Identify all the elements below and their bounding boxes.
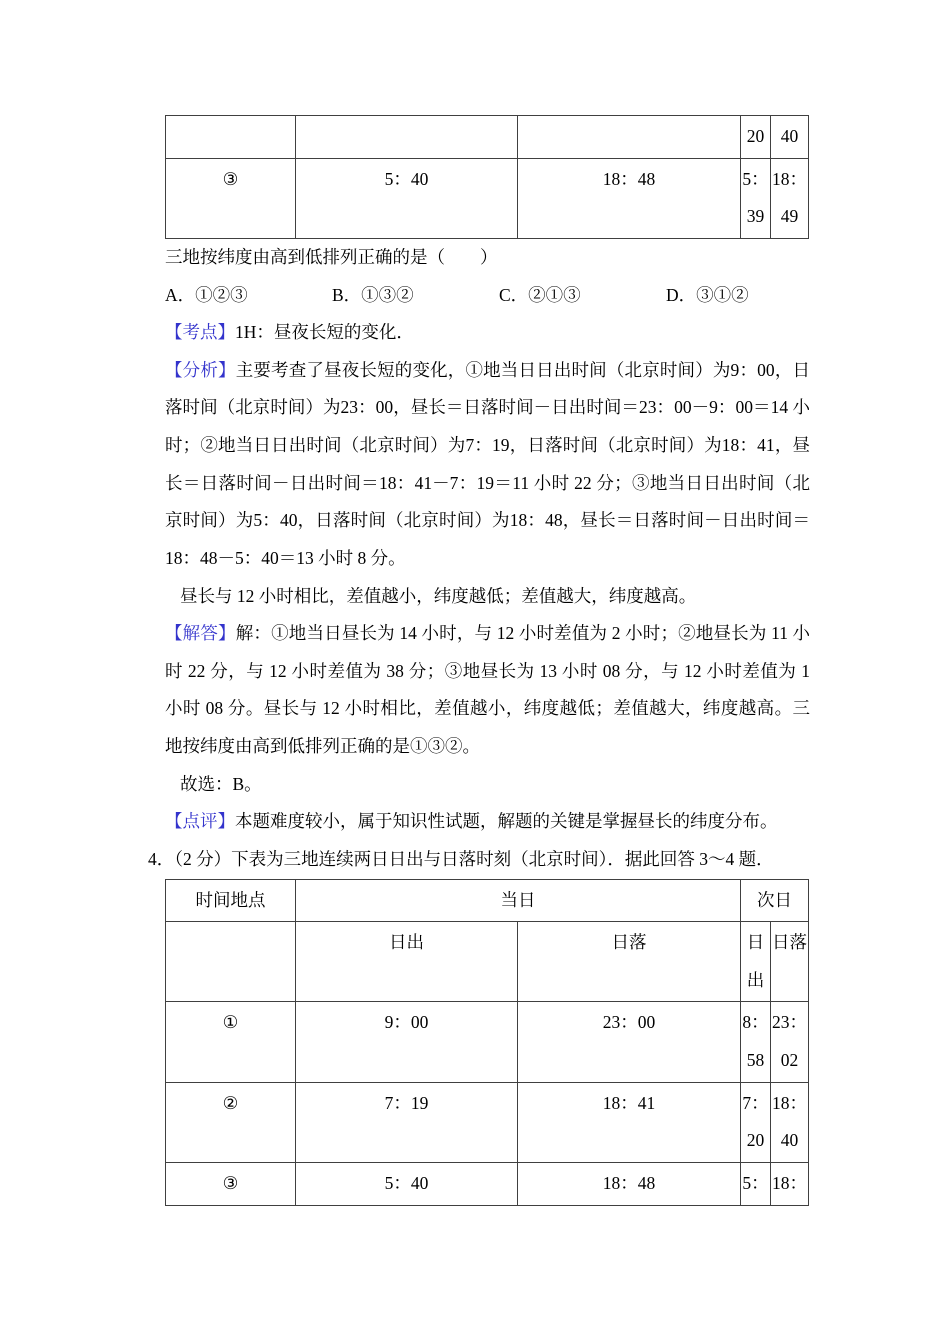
fenxi-text: 主要考查了昼夜长短的变化，①地当日日出时间（北京时间）为9：00，日落时间（北京时间）为23：00，昼长＝日落时间－日出时间＝23：00－9：00＝14 小时；②地当日日出时间（北京时间）为7：19，日落时间（北京时间）为18：41，昼长＝日落时间－日出时间＝18：41－7：19＝11 小时 22 分；③地当日日出时间（北京时间）为5：40，日落时间（北京时间）为18：48，昼长＝日落时间－日出时间＝18：48－5：40＝13 小时 8 分。: [165, 359, 811, 568]
next-sunset-cell: [771, 1082, 809, 1162]
cell-text: 当日: [500, 889, 536, 910]
jieda-paragraph: [165, 615, 810, 766]
table-row: [166, 1162, 809, 1205]
next-sunrise-cell: [741, 116, 771, 159]
place-cell: [166, 1162, 296, 1205]
header-place: [166, 879, 296, 922]
cell-text: 39: [746, 206, 765, 227]
sunset-cell: [518, 1002, 741, 1082]
option-c: C．②①③: [499, 284, 581, 305]
cell-text: 时间地点: [195, 889, 266, 910]
cell-text: ③: [222, 1172, 239, 1193]
sunrise-cell: [296, 1002, 518, 1082]
cell-text: 18：: [772, 1092, 807, 1113]
cell-text: 40: [780, 1130, 799, 1151]
header-nextday: [741, 879, 809, 922]
fenxi-paragraph: [165, 352, 810, 578]
cell-text: 5：: [742, 168, 769, 189]
kaodian-paragraph: [165, 314, 810, 352]
cell-text: 18：: [772, 1172, 807, 1193]
dianping-paragraph: [165, 803, 810, 841]
empty-cell: [518, 116, 741, 159]
sunrise-cell: [296, 158, 518, 238]
note-text: 昼长与 12 小时相比，差值越小，纬度越低；差值越大，纬度越高。: [180, 585, 697, 606]
answer-line: [165, 766, 810, 804]
header-next-sunset: [771, 922, 809, 1002]
empty-cell: [296, 116, 518, 159]
header-sunset: [518, 922, 741, 1002]
jieda-label: 【解答】: [165, 623, 236, 644]
place-cell: [166, 158, 296, 238]
cell-text: 5：: [742, 1172, 769, 1193]
sunset-cell: [518, 158, 741, 238]
cell-text: 8：: [742, 1012, 769, 1033]
next-sunset-cell: [771, 1002, 809, 1082]
place-cell: [166, 1082, 296, 1162]
cell-text: 18：41: [602, 1092, 656, 1113]
cell-text: 5：40: [384, 1172, 429, 1193]
next-sunrise-cell: [741, 1002, 771, 1082]
sunrise-cell: [296, 1082, 518, 1162]
page-content: [148, 115, 811, 1206]
cell-text: 40: [780, 126, 799, 146]
options-row: [165, 277, 810, 315]
kaodian-text: 1H：昼夜长短的变化．: [235, 322, 414, 343]
next-sunset-cell: [771, 116, 809, 159]
next-sunrise-cell: [741, 158, 771, 238]
next-sunrise-cell: [741, 1162, 771, 1205]
cell-text: 日出: [389, 932, 424, 953]
cell-text: 23：: [772, 1012, 807, 1033]
place-cell: [166, 1002, 296, 1082]
table-row: [166, 1002, 809, 1082]
table-row: [166, 1082, 809, 1162]
jieda-text: 解：①地当日昼长为 14 小时，与 12 小时差值为 2 小时；②地昼长为 11 小时 22 分，与 12 小时差值为 38 分；③地昼长为 13 小时 08 分，与 12 小时差值为 1 小时 08 分。昼长与 12 小时相比，差值越小，纬度越低；差值越大，纬度越高。三地按纬度由高到低排列正确的是①③②。: [165, 623, 810, 756]
empty-cell: [166, 116, 296, 159]
cell-text: 02: [780, 1050, 799, 1070]
option-d: D．③①②: [666, 284, 749, 305]
header-sunrise: [296, 922, 518, 1002]
cell-text: 7：19: [384, 1092, 429, 1113]
sunset-cell: [518, 1162, 741, 1205]
header-next-sunrise: [741, 922, 771, 1002]
cell-text: ③: [222, 168, 239, 189]
cell-text: 5：40: [384, 168, 429, 189]
cell-text: 18：48: [602, 168, 656, 189]
cell-text: 日落: [772, 932, 807, 953]
option-a: A．①②③: [165, 284, 248, 305]
cell-text: 18：48: [602, 1172, 656, 1193]
cell-text: ②: [222, 1092, 239, 1113]
table-subheader-row: [166, 922, 809, 1002]
fenxi-label: 【分析】: [165, 359, 236, 380]
cell-text: 20: [746, 1130, 765, 1151]
question4-intro-text: 4．（2 分）下表为三地连续两日日出与日落时刻（北京时间）．据此回答 3～4 题．: [148, 848, 774, 869]
sunrise-cell: [296, 1162, 518, 1205]
cell-text: 日: [746, 932, 765, 953]
table-row: [166, 116, 809, 159]
sunset-cell: [518, 1082, 741, 1162]
header-today: [296, 879, 741, 922]
next-sunset-cell: [771, 1162, 809, 1205]
sunrise-sunset-table: [165, 879, 809, 1206]
dianping-text: 本题难度较小，属于知识性试题，解题的关键是掌握昼长的纬度分布。: [235, 811, 778, 832]
note-paragraph: [165, 578, 810, 616]
cell-text: 9：00: [384, 1012, 429, 1033]
next-sunset-cell: [771, 158, 809, 238]
cell-text: 次日: [757, 889, 792, 910]
question-stem: [165, 239, 810, 277]
question-stem-text: 三地按纬度由高到低排列正确的是（ ）: [165, 246, 498, 267]
next-sunrise-cell: [741, 1082, 771, 1162]
question4-intro: [148, 841, 810, 879]
dianping-label: 【点评】: [165, 811, 235, 832]
cell-text: 58: [746, 1050, 765, 1070]
table-header-row: [166, 879, 809, 922]
answer-text: 故选：B。: [180, 773, 262, 794]
cell-text: 23：00: [602, 1012, 656, 1033]
sunrise-sunset-table-previous: [165, 115, 809, 239]
kaodian-label: 【考点】: [165, 322, 235, 343]
cell-text: 18：: [772, 168, 807, 189]
cell-text: 出: [746, 969, 765, 990]
cell-text: 49: [780, 206, 799, 227]
cell-text: 20: [746, 126, 765, 146]
option-b: B．①③②: [332, 284, 414, 305]
cell-text: ①: [222, 1012, 239, 1033]
cell-text: 日落: [611, 932, 647, 953]
table-row: [166, 158, 809, 238]
cell-text: 7：: [742, 1092, 769, 1113]
empty-cell: [166, 922, 296, 1002]
